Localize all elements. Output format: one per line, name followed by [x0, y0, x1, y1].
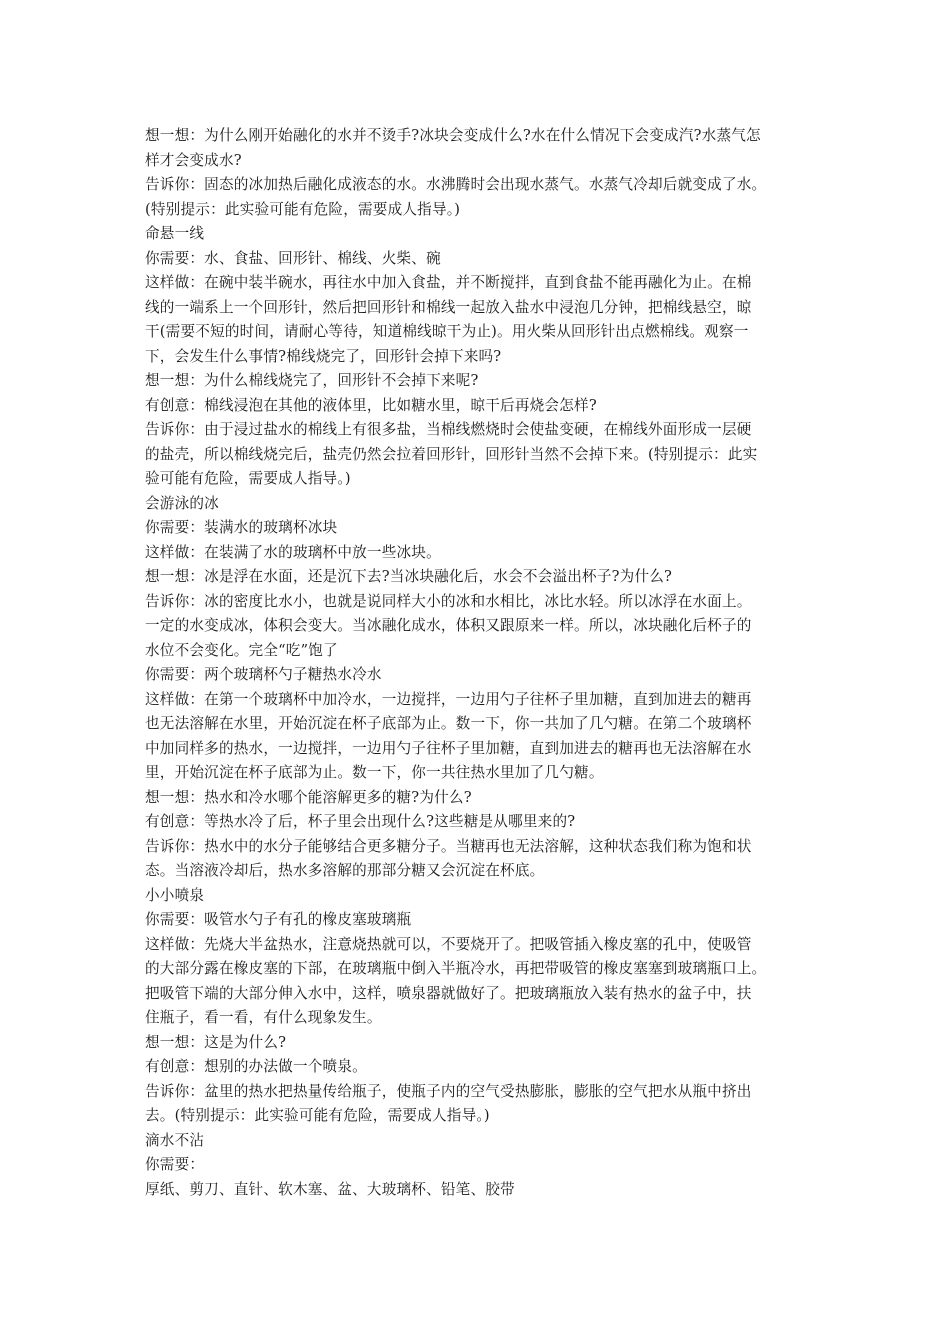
text-line: 告诉你：由于浸过盐水的棉线上有很多盐，当棉线燃烧时会使盐变硬，在棉线外面形成一层硬	[145, 421, 752, 438]
text-line: 有创意：等热水冷了后，杯子里会出现什么?这些糖是从哪里来的?	[145, 813, 576, 830]
text-line: 干(需要不短的时间，请耐心等待，知道棉线晾干为止)。用火柴从回形针出点燃棉线。观察一	[145, 323, 749, 340]
text-line: 也无法溶解在水里，开始沉淀在杯子底部为止。数一下，你一共加了几勺糖。在第二个玻璃杯	[145, 715, 752, 732]
text-line: 住瓶子，看一看，有什么现象发生。	[145, 1009, 382, 1026]
document-body	[145, 124, 815, 1202]
text-line: 去。(特别提示：此实验可能有危险，需要成人指导。)	[145, 1107, 490, 1124]
text-line: 态。当溶液冷却后，热水多溶解的那部分糖又会沉淀在杯底。	[145, 862, 545, 879]
text-line: 告诉你：冰的密度比水小，也就是说同样大小的冰和水相比，冰比水轻。所以冰浮在水面上。	[145, 592, 752, 610]
text-line: 验可能有危险，需要成人指导。)	[145, 470, 351, 487]
text-line: 告诉你：盆里的热水把热量传给瓶子，使瓶子内的空气受热膨胀，膨胀的空气把水从瓶中挤出	[145, 1082, 752, 1100]
text-line: 有创意：棉线浸泡在其他的液体里，比如糖水里，晾干后再烧会怎样?	[145, 396, 597, 414]
text-line: 这样做：在碗中装半碗水，再往水中加入食盐，并不断搅拌，直到食盐不能再融化为止。在棉	[145, 274, 752, 291]
text-line: 水位不会变化。完全“吃”饱了	[145, 641, 338, 659]
text-line: 你需要：两个玻璃杯勺子糖热水冷水	[145, 666, 382, 683]
text-line: 想一想：为什么刚开始融化的水并不烫手?冰块会变成什么?水在什么情况下会变成汽?水蒸气怎	[145, 127, 761, 144]
text-line: 有创意：想别的办法做一个喷泉。	[145, 1058, 367, 1075]
text-line: 的盐壳，所以棉线烧完后，盐壳仍然会拉着回形针，回形针当然不会掉下来。(特别提示：此实	[145, 445, 758, 463]
text-line: 告诉你：固态的冰加热后融化成液态的水。水沸腾时会出现水蒸气。水蒸气冷却后就变成了水。	[145, 176, 767, 193]
section-title: 滴水不沾	[145, 1131, 205, 1149]
text-line: 这样做：在第一个玻璃杯中加冷水，一边搅拌，一边用勺子往杯子里加糖，直到加进去的糖再	[145, 690, 752, 708]
text-line: 这样做：在装满了水的玻璃杯中放一些冰块。	[145, 543, 441, 561]
text-line: 你需要：	[145, 1156, 205, 1173]
text-line: 的大部分露在橡皮塞的下部，在玻璃瓶中倒入半瓶冷水，再把带吸管的橡皮塞塞到玻璃瓶口上。	[145, 960, 767, 977]
text-line: 厚纸、剪刀、直针、软木塞、盆、大玻璃杯、铅笔、胶带	[145, 1180, 515, 1198]
text-line: 想一想：冰是浮在水面，还是沉下去?当冰块融化后，水会不会溢出杯子?为什么?	[145, 568, 673, 585]
text-line: 想一想：热水和冷水哪个能溶解更多的糖?为什么?	[145, 788, 472, 806]
text-line: 你需要：吸管水勺子有孔的橡皮塞玻璃瓶	[145, 911, 412, 928]
text-line: 中加同样多的热水，一边搅拌，一边用勺子往杯子里加糖，直到加进去的糖再也无法溶解在水	[145, 739, 752, 757]
section-title: 命悬一线	[145, 225, 205, 242]
text-line: 里，开始沉淀在杯子底部为止。数一下，你一共往热水里加了几勺糖。	[145, 764, 604, 781]
text-line: 线的一端系上一个回形针，然后把回形针和棉线一起放入盐水中浸泡几分钟，把棉线悬空，晾	[145, 298, 752, 316]
text-line: 想一想：为什么棉线烧完了，回形针不会掉下来呢?	[145, 372, 479, 389]
text-line: 样才会变成水?	[145, 151, 242, 169]
text-line: 告诉你：热水中的水分子能够结合更多糖分子。当糖再也无法溶解，这种状态我们称为饱和状	[145, 837, 752, 855]
section-title: 小小喷泉	[145, 886, 205, 904]
text-line: (特别提示：此实验可能有危险，需要成人指导。)	[145, 200, 461, 218]
text-line: 一定的水变成冰，体积会变大。当冰融化成水，体积又跟原来一样。所以，冰块融化后杯子的	[145, 617, 752, 634]
section-title: 会游泳的冰	[145, 494, 219, 512]
text-line: 把吸管下端的大部分伸入水中，这样，喷泉器就做好了。把玻璃瓶放入装有热水的盆子中，扶	[145, 984, 752, 1002]
text-line: 你需要：水、食盐、回形针、棉线、火柴、碗	[145, 249, 441, 267]
text-line: 想一想：这是为什么?	[145, 1033, 287, 1051]
text-line: 你需要：装满水的玻璃杯冰块	[145, 519, 338, 536]
text-line: 这样做：先烧大半盆热水，注意烧热就可以，不要烧开了。把吸管插入橡皮塞的孔中，使吸管	[145, 935, 752, 953]
text-line: 下，会发生什么事情?棉线烧完了，回形针会掉下来吗?	[145, 347, 502, 365]
